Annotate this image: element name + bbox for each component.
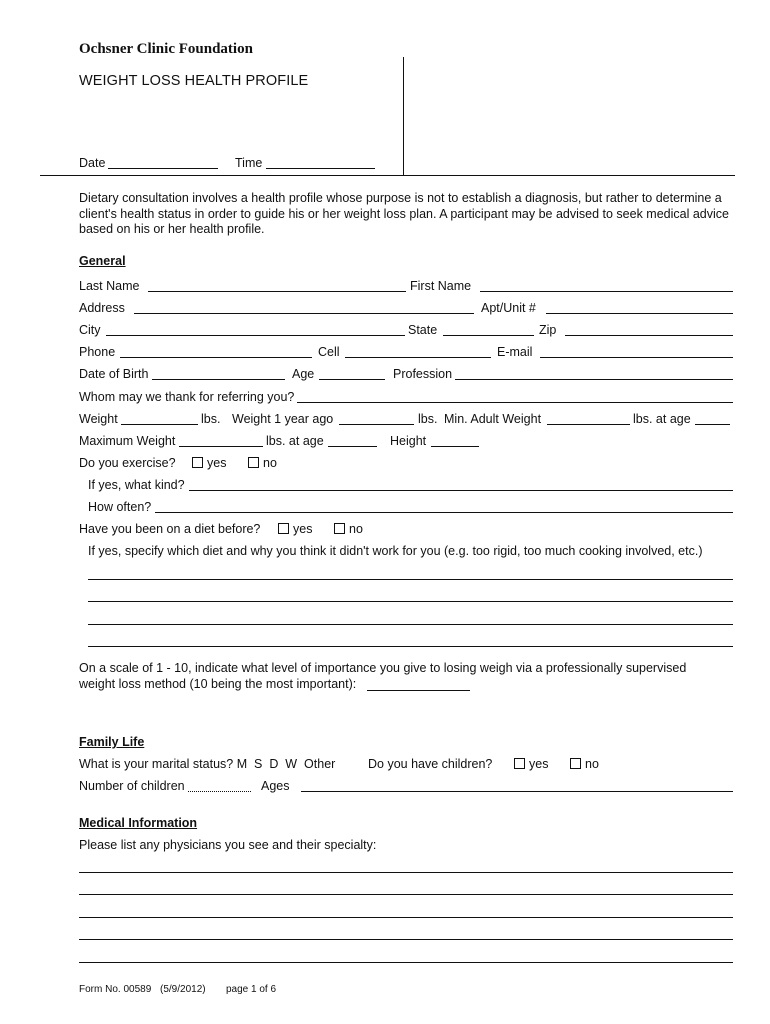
email-label: E-mail	[497, 345, 533, 359]
exercise-frequency-label: How often?	[88, 500, 152, 514]
min-weight-age-field[interactable]	[695, 411, 730, 425]
checkbox-icon[interactable]	[278, 523, 289, 534]
diet-specify-label: If yes, specify which diet and why you think it didn't work for you (e.g. too rigid, too much cooking involved, etc.)	[88, 544, 703, 558]
referral-field[interactable]	[297, 389, 733, 403]
height-field[interactable]	[431, 433, 479, 447]
children-yes-option[interactable]	[514, 757, 548, 771]
date-label: Date	[79, 156, 106, 170]
checkbox-icon[interactable]	[570, 758, 581, 769]
last-name-label: Last Name	[79, 279, 140, 293]
weight-field[interactable]	[121, 411, 198, 425]
children-question: Do you have children?	[368, 757, 493, 771]
physician-answer-line[interactable]	[79, 939, 733, 940]
form-number: Form No. 00589	[79, 984, 152, 995]
profession-label: Profession	[393, 367, 453, 381]
physicians-prompt: Please list any physicians you see and their specialty:	[79, 838, 377, 852]
email-field[interactable]	[540, 344, 733, 358]
exercise-question: Do you exercise?	[79, 456, 176, 470]
form-date: (5/9/2012)	[160, 984, 206, 995]
height-label: Height	[390, 434, 427, 448]
diet-no-label: no	[349, 522, 363, 536]
marital-status-question: What is your marital status? M S D W Other	[79, 757, 336, 771]
checkbox-icon[interactable]	[514, 758, 525, 769]
age-label: Age	[292, 367, 315, 381]
weight-label: Weight	[79, 412, 118, 426]
dob-field[interactable]	[152, 366, 285, 380]
time-label: Time	[235, 156, 263, 170]
children-no-option[interactable]	[570, 757, 599, 771]
physician-answer-line[interactable]	[79, 917, 733, 918]
header-rule	[40, 175, 735, 176]
ages-field[interactable]	[301, 778, 733, 792]
exercise-yes-label: yes	[207, 456, 227, 470]
num-children-label: Number of children	[79, 779, 185, 793]
physician-answer-line[interactable]	[79, 872, 733, 873]
page-number: page 1 of 6	[226, 984, 277, 995]
section-general-heading: General	[79, 254, 126, 268]
ages-label: Ages	[261, 779, 290, 793]
age-field[interactable]	[319, 366, 385, 380]
weight-1yr-lbs-label: lbs.	[418, 412, 438, 426]
phone-field[interactable]	[120, 344, 312, 358]
cell-label: Cell	[318, 345, 340, 359]
apt-unit-field[interactable]	[546, 300, 733, 314]
address-label: Address	[79, 301, 125, 315]
exercise-no-option[interactable]	[248, 456, 277, 470]
dob-label: Date of Birth	[79, 367, 149, 381]
diet-yes-label: yes	[293, 522, 313, 536]
phone-label: Phone	[79, 345, 116, 359]
date-field[interactable]	[108, 155, 218, 169]
weight-1yr-field[interactable]	[339, 411, 414, 425]
section-medical-heading: Medical Information	[79, 816, 198, 830]
zip-field[interactable]	[565, 322, 733, 336]
exercise-kind-label: If yes, what kind?	[88, 478, 185, 492]
diet-answer-line[interactable]	[88, 624, 733, 625]
children-yes-label: yes	[529, 757, 549, 771]
children-no-label: no	[585, 757, 599, 771]
cell-field[interactable]	[345, 344, 491, 358]
diet-answer-line[interactable]	[88, 646, 733, 647]
checkbox-icon[interactable]	[192, 457, 203, 468]
physician-answer-line[interactable]	[79, 894, 733, 895]
importance-scale-text: On a scale of 1 - 10, indicate what level of importance you give to losing weigh via a professionally supervised weight loss method (10 being the most important):	[79, 661, 687, 691]
diet-answer-line[interactable]	[88, 601, 733, 602]
state-label: State	[408, 323, 438, 337]
referral-label: Whom may we thank for referring you?	[79, 390, 295, 404]
num-children-field[interactable]	[188, 778, 251, 792]
max-weight-age-field[interactable]	[328, 433, 377, 447]
importance-scale-field[interactable]	[367, 677, 470, 691]
exercise-no-label: no	[263, 456, 277, 470]
min-adult-weight-field[interactable]	[547, 411, 630, 425]
city-field[interactable]	[106, 322, 405, 336]
header-divider	[403, 57, 404, 175]
exercise-kind-field[interactable]	[189, 477, 733, 491]
city-label: City	[79, 323, 101, 337]
intro-paragraph: Dietary consultation involves a health profile whose purpose is not to establish a diagnosis, but rather to determine a client's health status in order to guide his or her weight loss plan. A participant may be advised to seek medical advice based on his or her health profile.	[79, 191, 729, 236]
max-weight-age-label: lbs. at age	[266, 434, 324, 448]
profession-field[interactable]	[455, 366, 733, 380]
min-adult-weight-label: Min. Adult Weight	[444, 412, 542, 426]
weight-lbs-label: lbs.	[201, 412, 221, 426]
diet-question: Have you been on a diet before?	[79, 522, 261, 536]
address-field[interactable]	[134, 300, 474, 314]
first-name-label: First Name	[410, 279, 472, 293]
state-field[interactable]	[443, 322, 534, 336]
diet-yes-option[interactable]	[278, 522, 312, 536]
diet-answer-line[interactable]	[88, 579, 733, 580]
section-family-heading: Family Life	[79, 735, 145, 749]
time-field[interactable]	[266, 155, 375, 169]
weight-1yr-label: Weight 1 year ago	[232, 412, 334, 426]
physician-answer-line[interactable]	[79, 962, 733, 963]
first-name-field[interactable]	[480, 278, 733, 292]
max-weight-field[interactable]	[179, 433, 263, 447]
checkbox-icon[interactable]	[334, 523, 345, 534]
diet-no-option[interactable]	[334, 522, 363, 536]
max-weight-label: Maximum Weight	[79, 434, 176, 448]
exercise-frequency-field[interactable]	[155, 499, 733, 513]
exercise-yes-option[interactable]	[192, 456, 226, 470]
organization-name: Ochsner Clinic Foundation	[79, 41, 253, 57]
min-weight-age-label: lbs. at age	[633, 412, 691, 426]
checkbox-icon[interactable]	[248, 457, 259, 468]
zip-label: Zip	[539, 323, 557, 337]
apt-unit-label: Apt/Unit #	[481, 301, 536, 315]
form-title: WEIGHT LOSS HEALTH PROFILE	[79, 73, 309, 89]
last-name-field[interactable]	[148, 278, 406, 292]
